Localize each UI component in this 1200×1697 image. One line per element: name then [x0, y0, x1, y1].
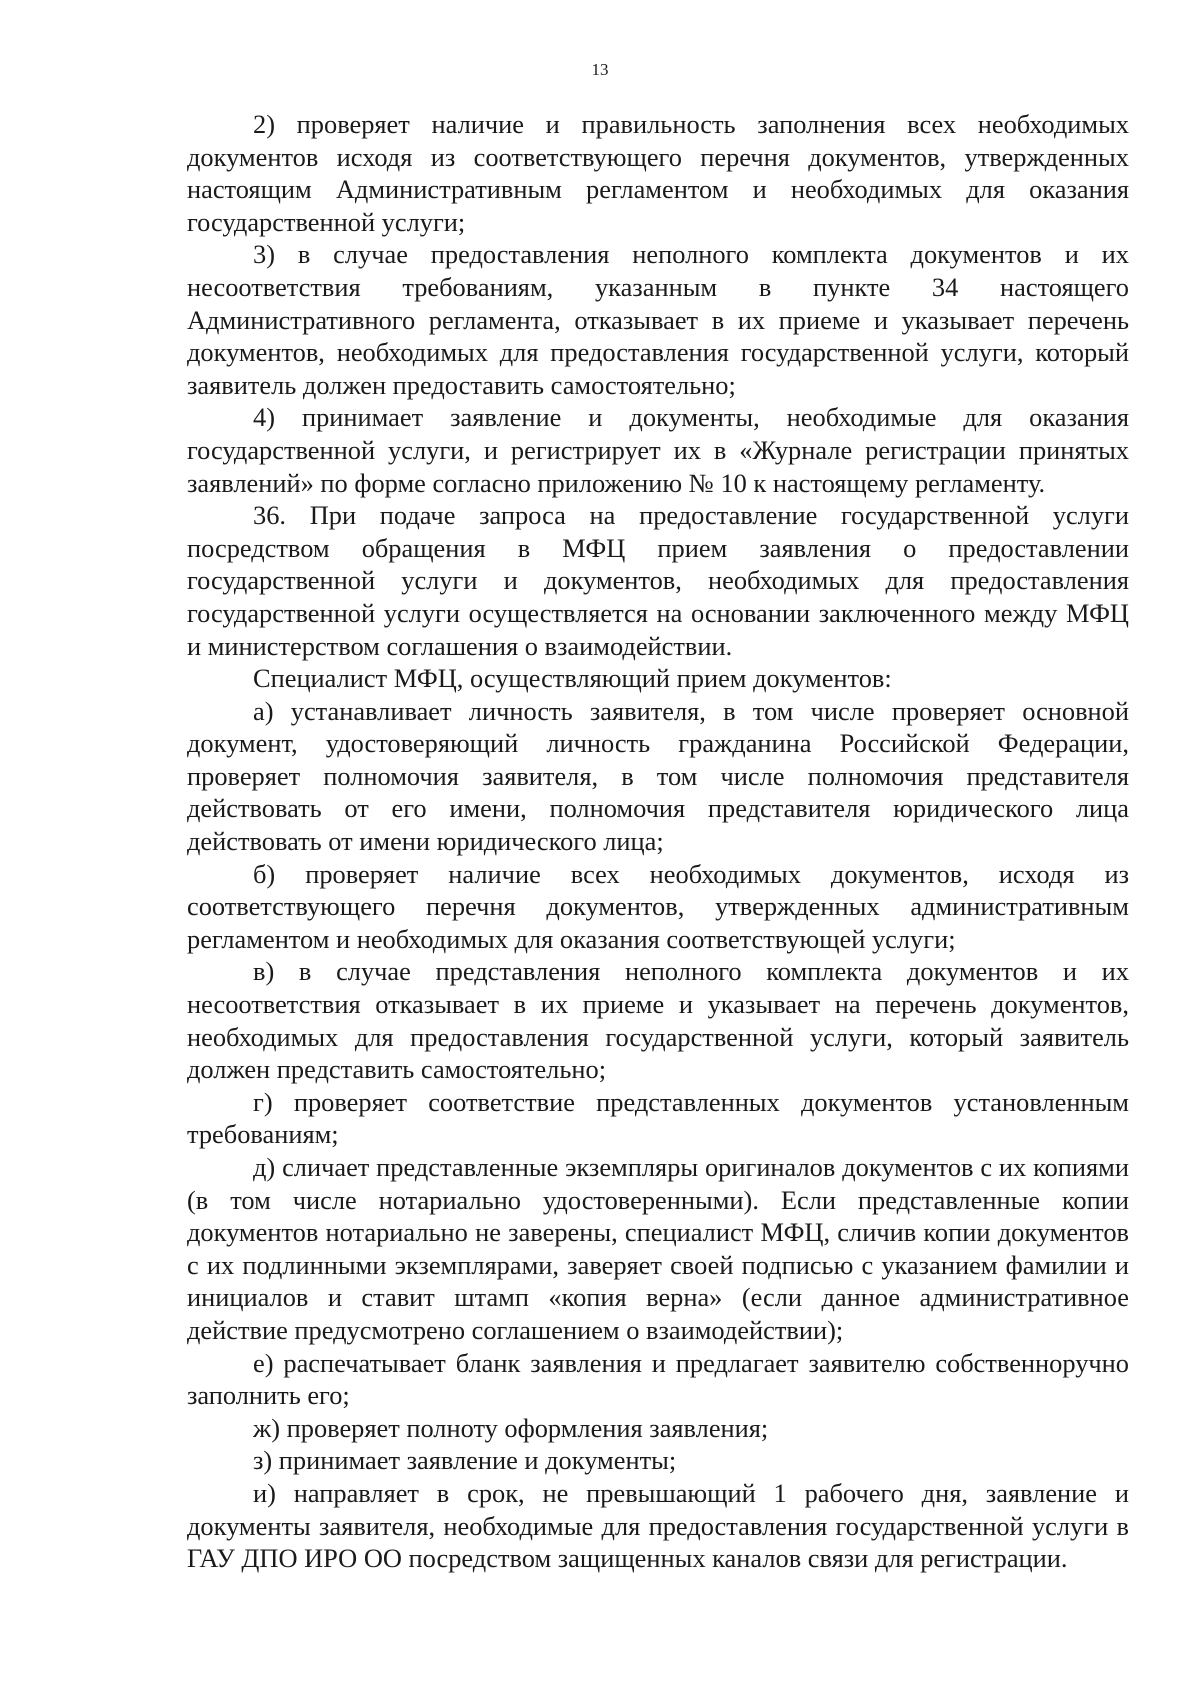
- paragraph-item-i: и) направляет в срок, не превышающий 1 рабочего дня, заявление и документы заявителя, необходимые для предоставления государственной услуги в ГАУ ДПО ИРО ОО посредством защищенных каналов связи для регистрации.: [187, 1477, 1129, 1574]
- page-number: 13: [591, 60, 609, 79]
- paragraph-item-3: 3) в случае предоставления неполного комплекта документов и их несоответствия требованиям, указанным в пункте 34 настоящего Административного регламента, отказывает в их приеме и указывает перечень документов, необходимых для предоставления государственной услуги, который заявитель должен предоставить самостоятельно;: [187, 239, 1129, 400]
- paragraph-item-z: з) принимает заявление и документы;: [253, 1445, 677, 1476]
- paragraph-clause-36: 36. При подаче запроса на предоставление государственной услуги посредством обращения в МФЦ прием заявления о предоставлении государственной услуги и документов, необходимых для предоставления государственной услуги осуществляется на основании заключенного между МФЦ и министерством соглашения о взаимодействии.: [187, 500, 1129, 661]
- document-body: [187, 108, 1129, 1575]
- paragraph-item-e: е) распечатывает бланк заявления и предлагает заявителю собственноручно заполнить его;: [187, 1347, 1129, 1411]
- paragraph-item-a: а) устанавливает личность заявителя, в том числе проверяет основной документ, удостоверяющий личность гражданина Российской Федерации, проверяет полномочия заявителя, в том числе полномочия представителя действовать от его имени, полномочия представителя юридического лица действовать от имени юридического лица;: [187, 695, 1129, 857]
- paragraph-item-g: г) проверяет соответствие представленных документов установленным требованиям;: [187, 1086, 1129, 1150]
- paragraph-item-v: в) в случае представления неполного комплекта документов и их несоответствия отказывает в их приеме и указывает на перечень документов, необходимых для предоставления государственной услуги, который заявитель должен представить самостоятельно;: [187, 956, 1129, 1085]
- paragraph-item-2: 2) проверяет наличие и правильность заполнения всех необходимых документов исходя из соответствующего перечня документов, утвержденных настоящим Административным регламентом и необходимых для оказания государственной услуги;: [187, 109, 1129, 237]
- paragraph-item-4: 4) принимает заявление и документы, необходимые для оказания государственной услуги, и регистрирует их в «Журнале регистрации принятых заявлений» по форме согласно приложению № 10 к настоящему регламенту.: [187, 402, 1129, 498]
- paragraph-item-b: б) проверяет наличие всех необходимых документов, исходя из соответствующего перечня документов, утвержденных административным регламентом и необходимых для оказания соответствующей услуги;: [187, 858, 1129, 954]
- paragraph-specialist-intro: Специалист МФЦ, осуществляющий прием документов:: [253, 663, 892, 694]
- paragraph-item-zh: ж) проверяет полноту оформления заявления;: [253, 1412, 769, 1443]
- paragraph-item-d: д) сличает представленные экземпляры оригиналов документов с их копиями (в том числе нотариально удостоверенными). Если представленные копии документов нотариально не заверены, специалист МФЦ, сличив копии документов с их подлинными экземплярами, заверяет своей подписью с указанием фамилии и инициалов и ставит штамп «копия верна» (если данное административное действие предусмотрено соглашением о взаимодействии);: [187, 1152, 1129, 1345]
